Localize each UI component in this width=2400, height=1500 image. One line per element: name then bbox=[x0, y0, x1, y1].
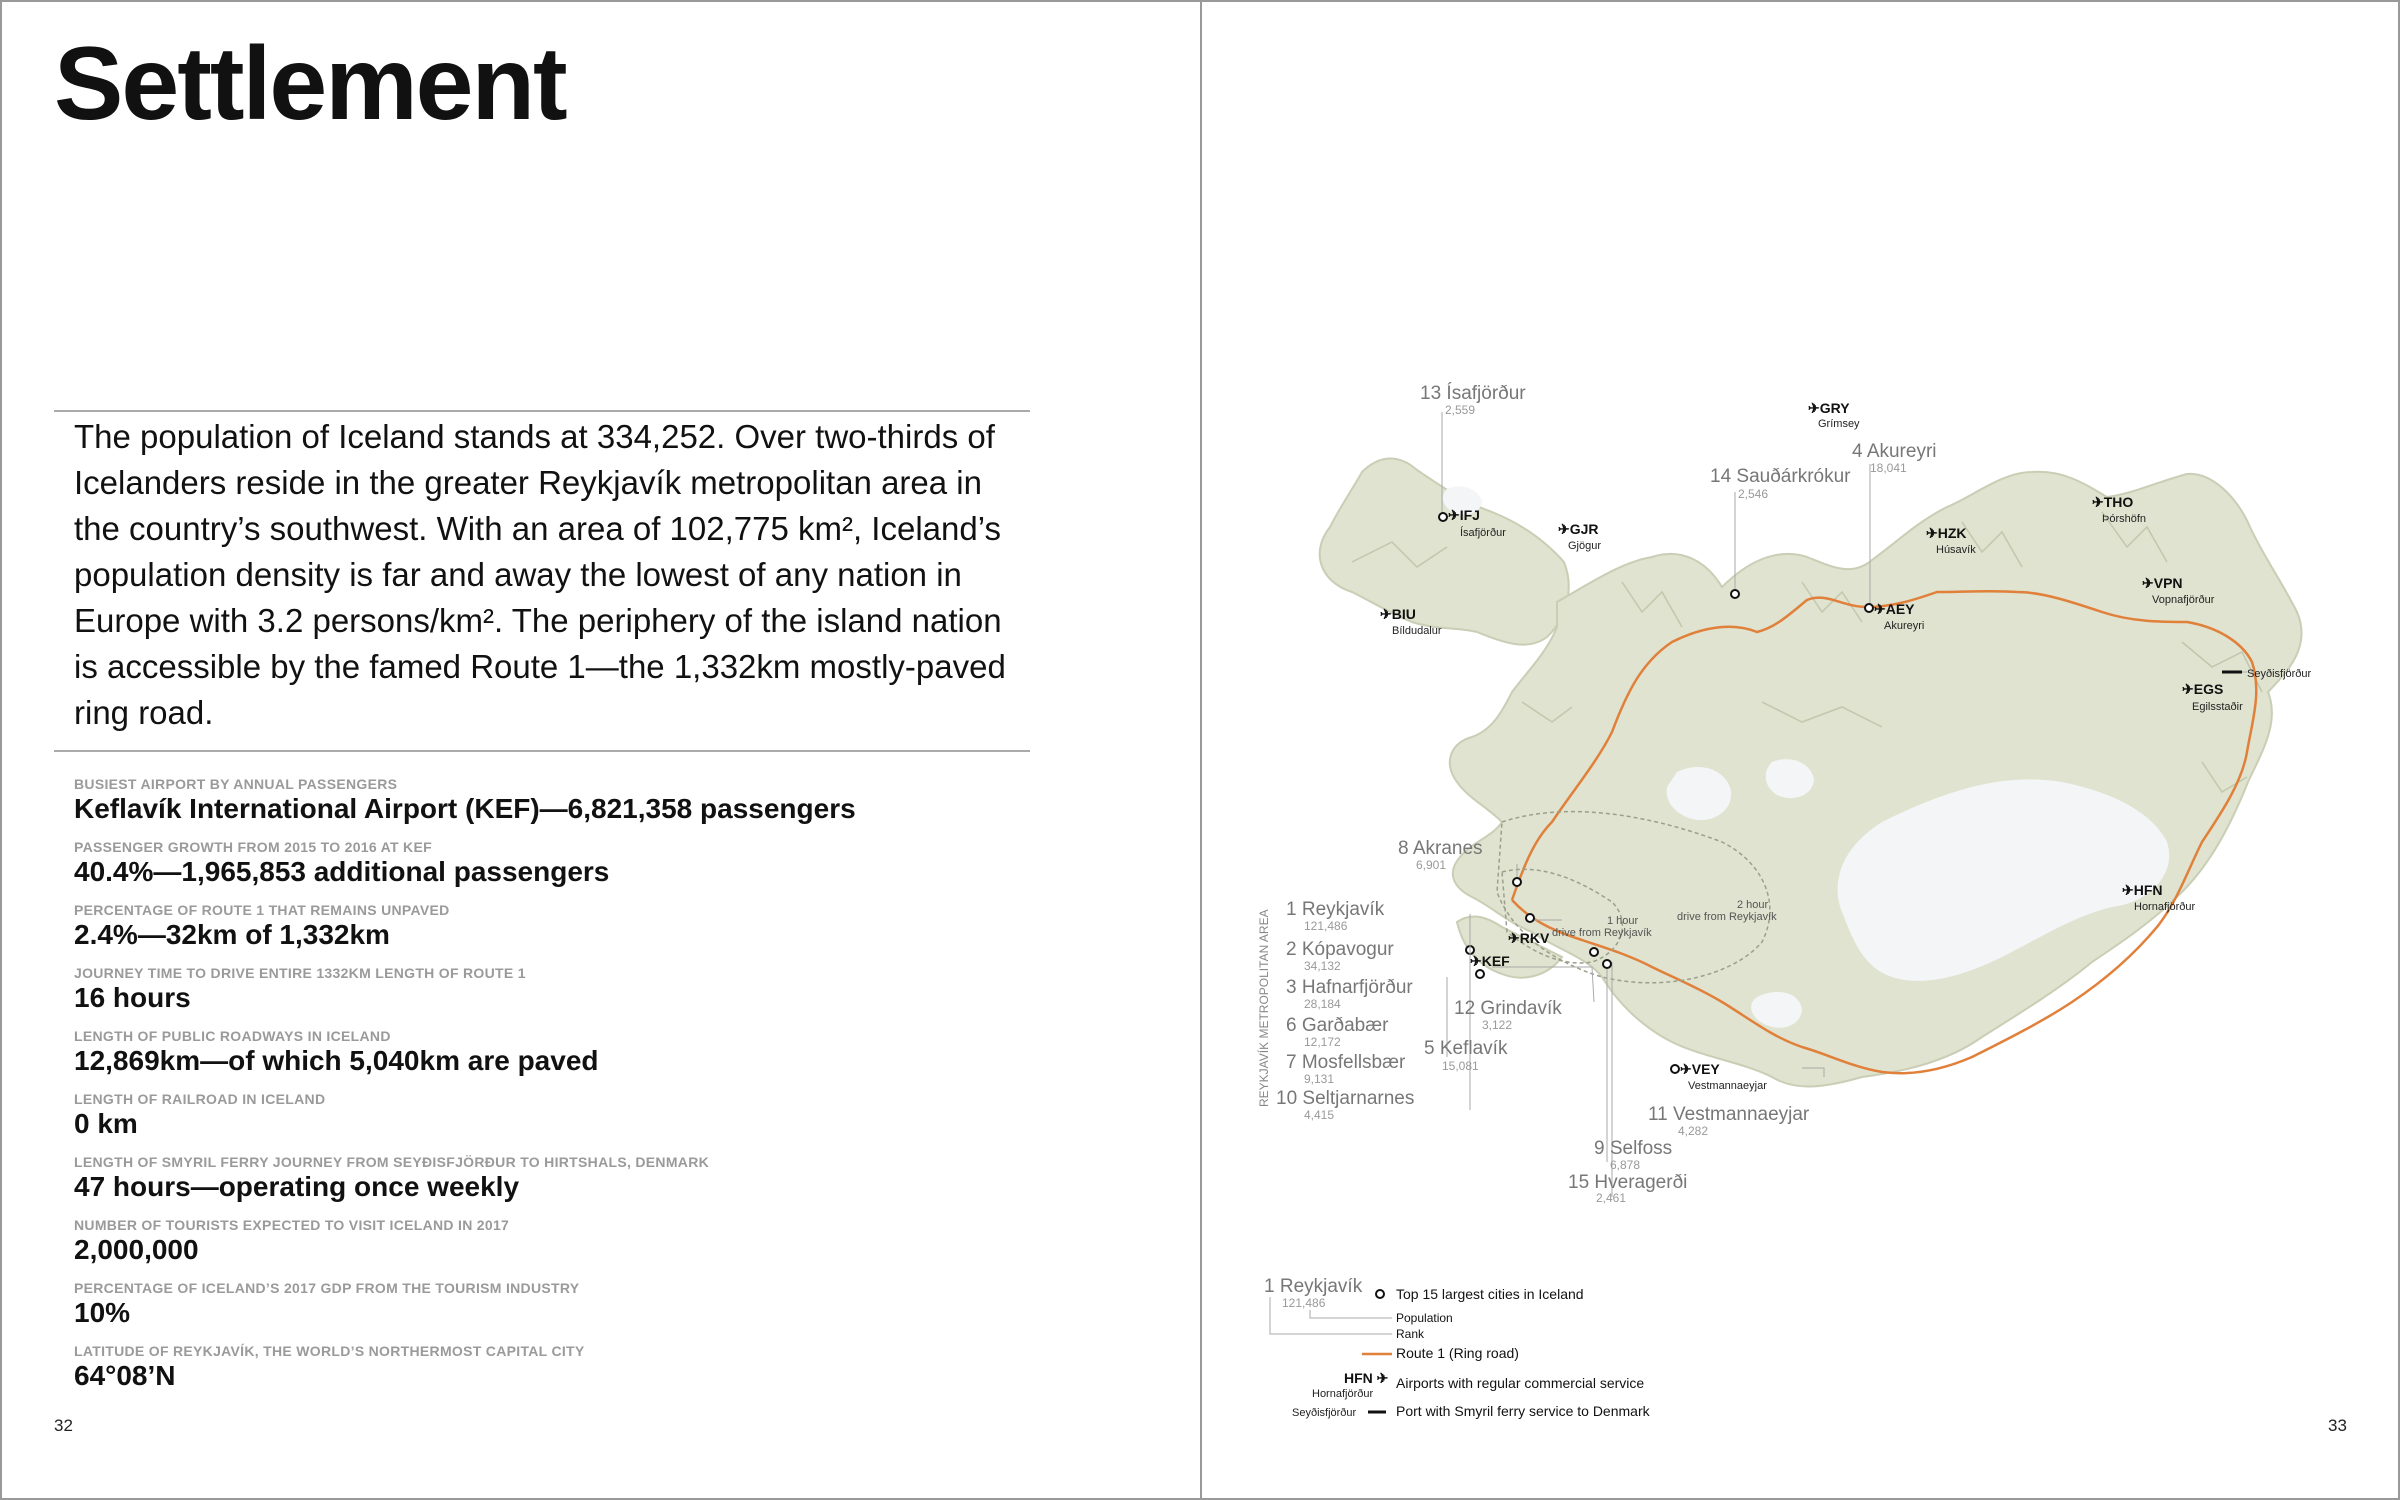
city-dot-reykjavik bbox=[1526, 914, 1534, 922]
airport-biu: ✈BIU bbox=[1380, 606, 1416, 622]
fact-item bbox=[74, 1217, 1074, 1280]
one-hour-sub: drive from Reykjavík bbox=[1552, 927, 1652, 939]
airport-egs-name: Egilsstaðir bbox=[2192, 701, 2243, 713]
airport-biu-name: Bíldudalur bbox=[1392, 625, 1442, 637]
airport-vey: ✈VEY bbox=[1680, 1061, 1720, 1077]
fact-value: 16 hours bbox=[74, 982, 191, 1013]
legend-route: Route 1 (Ring road) bbox=[1396, 1345, 1519, 1361]
fact-value: 47 hours—operating once weekly bbox=[74, 1171, 520, 1202]
city-dot-akranes bbox=[1513, 878, 1521, 886]
page-title: Settlement bbox=[54, 26, 566, 142]
airport-vey-name: Vestmannaeyjar bbox=[1688, 1080, 1767, 1092]
legend-port-name: Seyðisfjörður bbox=[1292, 1407, 1357, 1419]
fact-item bbox=[74, 902, 1074, 965]
metro-area-label: REYKJAVÍK METROPOLITAN AREA bbox=[1257, 909, 1271, 1107]
city-8-pop: 6,901 bbox=[1416, 858, 1447, 872]
city-15-label: 15 Hveragerði bbox=[1568, 1172, 1688, 1193]
fact-value: 64°08’N bbox=[74, 1360, 176, 1391]
ferry-port-name: Seyðisfjörður bbox=[2247, 668, 2312, 680]
fact-label: BUSIEST AIRPORT BY ANNUAL PASSENGERS bbox=[74, 776, 398, 792]
fact-label: PERCENTAGE OF ROUTE 1 THAT REMAINS UNPAVED bbox=[74, 902, 450, 918]
iceland-map bbox=[1202, 2, 2398, 1498]
fact-item bbox=[74, 776, 1074, 839]
city-12-label: 12 Grindavík bbox=[1454, 998, 1562, 1019]
fact-label: LATITUDE OF REYKJAVÍK, THE WORLD’S NORTHERMOST CAPITAL CITY bbox=[74, 1343, 585, 1359]
intro-paragraph: The population of Iceland stands at 334,252. Over two-thirds of Icelanders reside in the greater Reykjavík metropolitan area in the country’s southwest. With an area of 102,775 km², Iceland’s population density is far and away the lowest of any nation in Europe with 3.2 persons/km². The periphery of the island nation is accessible by the famed Route 1—the 1,332km mostly-paved ring road. bbox=[74, 418, 1006, 731]
legend-rank: Rank bbox=[1396, 1327, 1425, 1341]
map-legend bbox=[1264, 1276, 1651, 1419]
fact-label: LENGTH OF SMYRIL FERRY JOURNEY FROM SEYÐISFJÖRÐUR TO HIRTSHALS, DENMARK bbox=[74, 1154, 710, 1170]
main-island bbox=[1450, 472, 2302, 1087]
city-5-label: 5 Keflavík bbox=[1424, 1038, 1508, 1059]
legend-port: Port with Smyril ferry service to Denmark bbox=[1396, 1403, 1650, 1419]
legend-sample-city: 1 Reykjavík bbox=[1264, 1276, 1363, 1297]
airport-hfn: ✈HFN bbox=[2122, 882, 2163, 898]
city-9-label: 9 Selfoss bbox=[1594, 1138, 1673, 1159]
city-14-label: 14 Sauðárkrókur bbox=[1710, 466, 1851, 487]
fact-label: PERCENTAGE OF ICELAND’S 2017 GDP FROM THE TOURISM INDUSTRY bbox=[74, 1280, 580, 1296]
airport-rkv: ✈RKV bbox=[1508, 930, 1550, 946]
city-7-label: 7 Mosfellsbær bbox=[1286, 1052, 1406, 1073]
city-3-label: 3 Hafnarfjörður bbox=[1286, 977, 1413, 998]
legend-city-dot bbox=[1376, 1290, 1384, 1298]
city-dot-selfoss bbox=[1603, 960, 1611, 968]
airport-ifj: ✈IFJ bbox=[1448, 507, 1480, 523]
fact-item bbox=[74, 1343, 1074, 1406]
city-4-label: 4 Akureyri bbox=[1852, 441, 1937, 462]
airport-gjr-name: Gjögur bbox=[1568, 540, 1602, 552]
city-11-pop: 4,282 bbox=[1678, 1124, 1709, 1138]
page-number-right: 33 bbox=[2328, 1416, 2347, 1435]
city-2-label: 2 Kópavogur bbox=[1286, 939, 1394, 960]
city-6-label: 6 Garðabær bbox=[1286, 1015, 1389, 1036]
two-hour-sub: drive from Reykjavík bbox=[1677, 911, 1777, 923]
city-dot-grindavik bbox=[1476, 970, 1484, 978]
fact-value: 12,869km—of which 5,040km are paved bbox=[74, 1045, 599, 1076]
airport-aey-name: Akureyri bbox=[1884, 620, 1925, 632]
fact-item bbox=[74, 1091, 1074, 1154]
airport-ifj-name: Ísafjörður bbox=[1460, 527, 1506, 539]
airport-gry: ✈GRY bbox=[1808, 400, 1850, 416]
fact-list bbox=[74, 776, 1074, 1406]
right-page bbox=[1202, 2, 2398, 1498]
city-14-pop: 2,546 bbox=[1738, 487, 1769, 501]
airport-kef: ✈KEF bbox=[1470, 953, 1510, 969]
city-6-pop: 12,172 bbox=[1304, 1035, 1341, 1049]
fact-label: NUMBER OF TOURISTS EXPECTED TO VISIT ICELAND IN 2017 bbox=[74, 1217, 510, 1233]
city-4-pop: 18,041 bbox=[1870, 461, 1907, 475]
city-dot-vestmannaeyjar bbox=[1671, 1065, 1679, 1073]
city-dot-saudarkrokur bbox=[1731, 590, 1739, 598]
fact-value: 10% bbox=[74, 1297, 131, 1328]
airport-egs: ✈EGS bbox=[2182, 681, 2224, 697]
one-hour-label: 1 hour bbox=[1607, 915, 1639, 927]
airport-gry-name: Grímsey bbox=[1818, 418, 1860, 430]
city-9-pop: 6,878 bbox=[1610, 1158, 1641, 1172]
fact-item bbox=[74, 1280, 1074, 1343]
left-page bbox=[2, 2, 1200, 1498]
airport-hzk-name: Húsavík bbox=[1936, 544, 1976, 556]
airport-vpn: ✈VPN bbox=[2142, 575, 2183, 591]
city-1-pop: 121,486 bbox=[1304, 919, 1348, 933]
fact-value: 2.4%—32km of 1,332km bbox=[74, 919, 390, 950]
fact-value: 2,000,000 bbox=[74, 1234, 199, 1265]
fact-item bbox=[74, 1028, 1074, 1091]
fact-label: LENGTH OF PUBLIC ROADWAYS IN ICELAND bbox=[74, 1028, 391, 1044]
legend-sample-pop: 121,486 bbox=[1282, 1296, 1326, 1310]
city-13-label: 13 Ísafjörður bbox=[1420, 383, 1526, 404]
legend-airport-name: Hornafjörður bbox=[1312, 1388, 1374, 1400]
legend-airport-code: HFN ✈ bbox=[1344, 1370, 1389, 1386]
airport-hfn-name: Hornafjörður bbox=[2134, 901, 2196, 913]
airport-tho-name: Þórshöfn bbox=[2102, 513, 2147, 525]
city-7-pop: 9,131 bbox=[1304, 1072, 1335, 1086]
city-8-label: 8 Akranes bbox=[1398, 838, 1483, 859]
fact-item bbox=[74, 839, 1074, 902]
page-number-left: 32 bbox=[54, 1416, 73, 1435]
city-13-pop: 2,559 bbox=[1445, 403, 1476, 417]
airport-tho: ✈THO bbox=[2092, 494, 2134, 510]
city-5-pop: 15,081 bbox=[1442, 1059, 1479, 1073]
airport-aey: ✈AEY bbox=[1874, 601, 1915, 617]
city-3-pop: 28,184 bbox=[1304, 997, 1341, 1011]
city-2-pop: 34,132 bbox=[1304, 959, 1341, 973]
divider-bottom bbox=[54, 750, 1030, 752]
divider-top bbox=[54, 410, 1030, 412]
fact-label: PASSENGER GROWTH FROM 2015 TO 2016 AT KEF bbox=[74, 839, 432, 855]
legend-airports: Airports with regular commercial service bbox=[1396, 1375, 1645, 1391]
city-12-pop: 3,122 bbox=[1482, 1018, 1513, 1032]
city-dot-hveragerdi bbox=[1590, 948, 1598, 956]
city-dot-isafjordur bbox=[1439, 513, 1447, 521]
city-10-label: 10 Seltjarnarnes bbox=[1276, 1088, 1415, 1109]
iceland-landmass bbox=[1320, 458, 2302, 1086]
fact-value: Keflavík International Airport (KEF)—6,821,358 passengers bbox=[74, 793, 856, 824]
westfjords bbox=[1320, 458, 1569, 644]
city-11-label: 11 Vestmannaeyjar bbox=[1648, 1104, 1810, 1125]
city-10-pop: 4,415 bbox=[1304, 1108, 1335, 1122]
fact-item bbox=[74, 1154, 1074, 1217]
airport-vpn-name: Vopnafjörður bbox=[2152, 594, 2215, 606]
city-dot-akureyri bbox=[1865, 604, 1873, 612]
legend-population-line bbox=[1310, 1310, 1392, 1318]
city-1-label: 1 Reykjavík bbox=[1286, 899, 1385, 920]
fact-item bbox=[74, 965, 1074, 1028]
fact-value: 0 km bbox=[74, 1108, 138, 1139]
two-hour-label: 2 hour bbox=[1737, 899, 1769, 911]
airport-gjr: ✈GJR bbox=[1558, 521, 1599, 537]
legend-population: Population bbox=[1396, 1311, 1453, 1325]
airport-hzk: ✈HZK bbox=[1926, 525, 1967, 541]
fact-value: 40.4%—1,965,853 additional passengers bbox=[74, 856, 610, 887]
legend-cities: Top 15 largest cities in Iceland bbox=[1396, 1286, 1584, 1302]
fact-label: JOURNEY TIME TO DRIVE ENTIRE 1332KM LENGTH OF ROUTE 1 bbox=[74, 965, 526, 981]
city-15-pop: 2,461 bbox=[1596, 1191, 1627, 1205]
fact-label: LENGTH OF RAILROAD IN ICELAND bbox=[74, 1091, 326, 1107]
